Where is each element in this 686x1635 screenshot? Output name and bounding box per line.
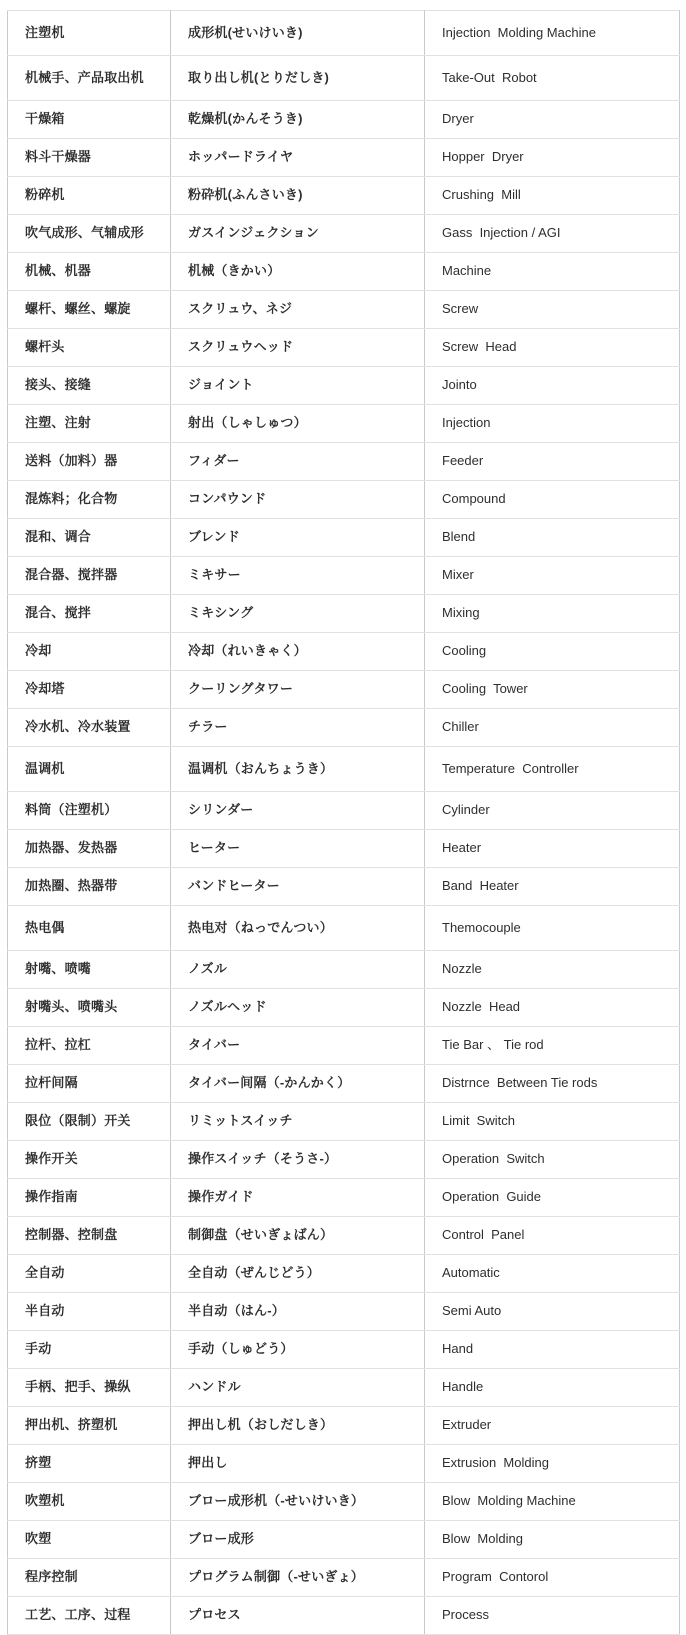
table-row <box>8 56 680 101</box>
table-row <box>8 951 680 989</box>
cell-chinese-term: 热电偶 <box>8 906 171 951</box>
cell-japanese-term: タイバー间隔（-かんかく） <box>171 1065 425 1103</box>
cell-chinese-term: 拉杆间隔 <box>8 1065 171 1103</box>
cell-chinese-term: 料筒（注塑机） <box>8 792 171 830</box>
cell-japanese-term: ミキサー <box>171 557 425 595</box>
table-row <box>8 215 680 253</box>
table-row <box>8 1521 680 1559</box>
cell-chinese-term: 混和、调合 <box>8 519 171 557</box>
table-row <box>8 1255 680 1293</box>
table-row <box>8 405 680 443</box>
cell-japanese-term: スクリュウ、ネジ <box>171 291 425 329</box>
table-row <box>8 481 680 519</box>
cell-chinese-term: 挤塑 <box>8 1445 171 1483</box>
cell-english-term: Extruder <box>425 1407 680 1445</box>
cell-japanese-term: プロセス <box>171 1597 425 1635</box>
cell-english-term: Dryer <box>425 101 680 139</box>
cell-japanese-term: 半自动（はん-） <box>171 1293 425 1331</box>
cell-chinese-term: 加热圈、热器带 <box>8 868 171 906</box>
table-row <box>8 906 680 951</box>
cell-japanese-term: スクリュウヘッド <box>171 329 425 367</box>
cell-japanese-term: ハンドル <box>171 1369 425 1407</box>
table-row <box>8 519 680 557</box>
table-row <box>8 1293 680 1331</box>
cell-chinese-term: 全自动 <box>8 1255 171 1293</box>
cell-chinese-term: 冷水机、冷水装置 <box>8 709 171 747</box>
cell-japanese-term: リミットスイッチ <box>171 1103 425 1141</box>
cell-japanese-term: ミキシング <box>171 595 425 633</box>
cell-english-term: Mixer <box>425 557 680 595</box>
table-row <box>8 1179 680 1217</box>
cell-chinese-term: 加热器、发热器 <box>8 830 171 868</box>
cell-chinese-term: 温调机 <box>8 747 171 792</box>
cell-english-term: Control Panel <box>425 1217 680 1255</box>
cell-chinese-term: 螺杆头 <box>8 329 171 367</box>
table-row <box>8 253 680 291</box>
cell-english-term: Automatic <box>425 1255 680 1293</box>
cell-japanese-term: 冷却（れいきゃく） <box>171 633 425 671</box>
table-row <box>8 557 680 595</box>
cell-chinese-term: 射嘴头、喷嘴头 <box>8 989 171 1027</box>
cell-japanese-term: ガスインジェクション <box>171 215 425 253</box>
cell-chinese-term: 吹气成形、气辅成形 <box>8 215 171 253</box>
cell-chinese-term: 混炼料；化合物 <box>8 481 171 519</box>
cell-english-term: Temperature Controller <box>425 747 680 792</box>
table-row <box>8 1331 680 1369</box>
table-row <box>8 1559 680 1597</box>
cell-japanese-term: 乾燥机(かんそうき) <box>171 101 425 139</box>
cell-english-term: Heater <box>425 830 680 868</box>
cell-japanese-term: 温调机（おんちょうき） <box>171 747 425 792</box>
cell-japanese-term: タイバー <box>171 1027 425 1065</box>
cell-japanese-term: 热电对（ねっでんつい） <box>171 906 425 951</box>
cell-japanese-term: シリンダー <box>171 792 425 830</box>
cell-chinese-term: 吹塑 <box>8 1521 171 1559</box>
table-row <box>8 989 680 1027</box>
cell-japanese-term: 全自动（ぜんじどう） <box>171 1255 425 1293</box>
cell-chinese-term: 吹塑机 <box>8 1483 171 1521</box>
cell-chinese-term: 注塑机 <box>8 11 171 56</box>
cell-english-term: Tie Bar 、 Tie rod <box>425 1027 680 1065</box>
cell-chinese-term: 接头、接缝 <box>8 367 171 405</box>
cell-chinese-term: 冷却 <box>8 633 171 671</box>
table-row <box>8 1483 680 1521</box>
cell-japanese-term: 押出し机（おしだしき） <box>171 1407 425 1445</box>
cell-japanese-term: ノズルヘッド <box>171 989 425 1027</box>
cell-english-term: Band Heater <box>425 868 680 906</box>
cell-chinese-term: 射嘴、喷嘴 <box>8 951 171 989</box>
cell-chinese-term: 操作指南 <box>8 1179 171 1217</box>
table-row <box>8 595 680 633</box>
vocabulary-table <box>7 10 680 1635</box>
cell-english-term: Feeder <box>425 443 680 481</box>
cell-english-term: Extrusion Molding <box>425 1445 680 1483</box>
table-row <box>8 139 680 177</box>
cell-english-term: Injection Molding Machine <box>425 11 680 56</box>
cell-chinese-term: 送料（加料）器 <box>8 443 171 481</box>
cell-japanese-term: ブロー成形 <box>171 1521 425 1559</box>
cell-english-term: Nozzle Head <box>425 989 680 1027</box>
cell-english-term: Machine <box>425 253 680 291</box>
cell-chinese-term: 操作开关 <box>8 1141 171 1179</box>
table-row <box>8 329 680 367</box>
table-row <box>8 291 680 329</box>
cell-english-term: Injection <box>425 405 680 443</box>
table-row <box>8 747 680 792</box>
cell-english-term: Screw <box>425 291 680 329</box>
cell-chinese-term: 冷却塔 <box>8 671 171 709</box>
cell-english-term: Blow Molding Machine <box>425 1483 680 1521</box>
cell-japanese-term: ノズル <box>171 951 425 989</box>
cell-english-term: Distrnce Between Tie rods <box>425 1065 680 1103</box>
cell-chinese-term: 限位（限制）开关 <box>8 1103 171 1141</box>
cell-english-term: Crushing Mill <box>425 177 680 215</box>
cell-english-term: Nozzle <box>425 951 680 989</box>
table-row <box>8 671 680 709</box>
cell-english-term: Compound <box>425 481 680 519</box>
cell-english-term: Jointo <box>425 367 680 405</box>
table-row <box>8 633 680 671</box>
cell-english-term: Screw Head <box>425 329 680 367</box>
cell-japanese-term: ジョイント <box>171 367 425 405</box>
cell-japanese-term: 取り出し机(とりだしき) <box>171 56 425 101</box>
table-row <box>8 1103 680 1141</box>
cell-japanese-term: 押出し <box>171 1445 425 1483</box>
cell-japanese-term: ホッパードライヤ <box>171 139 425 177</box>
table-row <box>8 177 680 215</box>
cell-japanese-term: 操作スイッチ（そうさ-） <box>171 1141 425 1179</box>
cell-chinese-term: 程序控制 <box>8 1559 171 1597</box>
table-row <box>8 792 680 830</box>
cell-japanese-term: クーリングタワー <box>171 671 425 709</box>
cell-english-term: Chiller <box>425 709 680 747</box>
cell-japanese-term: 制御盘（せいぎょばん） <box>171 1217 425 1255</box>
cell-chinese-term: 押出机、挤塑机 <box>8 1407 171 1445</box>
table-row <box>8 1141 680 1179</box>
table-row <box>8 1597 680 1635</box>
cell-japanese-term: 机械（きかい） <box>171 253 425 291</box>
cell-chinese-term: 混合器、搅拌器 <box>8 557 171 595</box>
cell-japanese-term: ヒーター <box>171 830 425 868</box>
vocabulary-table-body <box>8 11 680 1635</box>
cell-chinese-term: 粉碎机 <box>8 177 171 215</box>
cell-japanese-term: バンドヒーター <box>171 868 425 906</box>
table-row <box>8 830 680 868</box>
table-row <box>8 443 680 481</box>
cell-chinese-term: 料斗干燥器 <box>8 139 171 177</box>
cell-japanese-term: 射出（しゃしゅつ） <box>171 405 425 443</box>
table-row <box>8 1217 680 1255</box>
cell-english-term: Operation Guide <box>425 1179 680 1217</box>
cell-chinese-term: 工艺、工序、过程 <box>8 1597 171 1635</box>
table-row <box>8 101 680 139</box>
cell-chinese-term: 半自动 <box>8 1293 171 1331</box>
cell-english-term: Operation Switch <box>425 1141 680 1179</box>
table-row <box>8 367 680 405</box>
cell-english-term: Cooling Tower <box>425 671 680 709</box>
cell-english-term: Blend <box>425 519 680 557</box>
cell-english-term: Process <box>425 1597 680 1635</box>
cell-english-term: Hopper Dryer <box>425 139 680 177</box>
cell-japanese-term: プログラム制御（-せいぎょ） <box>171 1559 425 1597</box>
cell-chinese-term: 控制器、控制盘 <box>8 1217 171 1255</box>
cell-chinese-term: 注塑、注射 <box>8 405 171 443</box>
table-row <box>8 868 680 906</box>
table-row <box>8 11 680 56</box>
cell-chinese-term: 机械手、产品取出机 <box>8 56 171 101</box>
cell-english-term: Take-Out Robot <box>425 56 680 101</box>
table-row <box>8 1027 680 1065</box>
cell-english-term: Limit Switch <box>425 1103 680 1141</box>
table-row <box>8 1369 680 1407</box>
table-row <box>8 1065 680 1103</box>
cell-chinese-term: 干燥箱 <box>8 101 171 139</box>
table-row <box>8 1445 680 1483</box>
cell-japanese-term: チラー <box>171 709 425 747</box>
cell-chinese-term: 混合、搅拌 <box>8 595 171 633</box>
cell-japanese-term: ブレンド <box>171 519 425 557</box>
cell-english-term: Mixing <box>425 595 680 633</box>
cell-english-term: Cooling <box>425 633 680 671</box>
cell-japanese-term: 手动（しゅどう） <box>171 1331 425 1369</box>
cell-english-term: Semi Auto <box>425 1293 680 1331</box>
cell-japanese-term: ブロー成形机（-せいけいき） <box>171 1483 425 1521</box>
cell-english-term: Hand <box>425 1331 680 1369</box>
table-row <box>8 709 680 747</box>
cell-chinese-term: 螺杆、螺丝、螺旋 <box>8 291 171 329</box>
cell-chinese-term: 拉杆、拉杠 <box>8 1027 171 1065</box>
table-row <box>8 1407 680 1445</box>
cell-english-term: Gass Injection / AGI <box>425 215 680 253</box>
cell-japanese-term: コンパウンド <box>171 481 425 519</box>
cell-english-term: Themocouple <box>425 906 680 951</box>
cell-english-term: Program Contorol <box>425 1559 680 1597</box>
cell-english-term: Handle <box>425 1369 680 1407</box>
cell-japanese-term: フィダー <box>171 443 425 481</box>
cell-japanese-term: 成形机(せいけいき) <box>171 11 425 56</box>
cell-japanese-term: 操作ガイド <box>171 1179 425 1217</box>
cell-chinese-term: 手动 <box>8 1331 171 1369</box>
cell-english-term: Cylinder <box>425 792 680 830</box>
cell-english-term: Blow Molding <box>425 1521 680 1559</box>
cell-japanese-term: 粉砕机(ふんさいき) <box>171 177 425 215</box>
cell-chinese-term: 手柄、把手、操纵 <box>8 1369 171 1407</box>
cell-chinese-term: 机械、机器 <box>8 253 171 291</box>
